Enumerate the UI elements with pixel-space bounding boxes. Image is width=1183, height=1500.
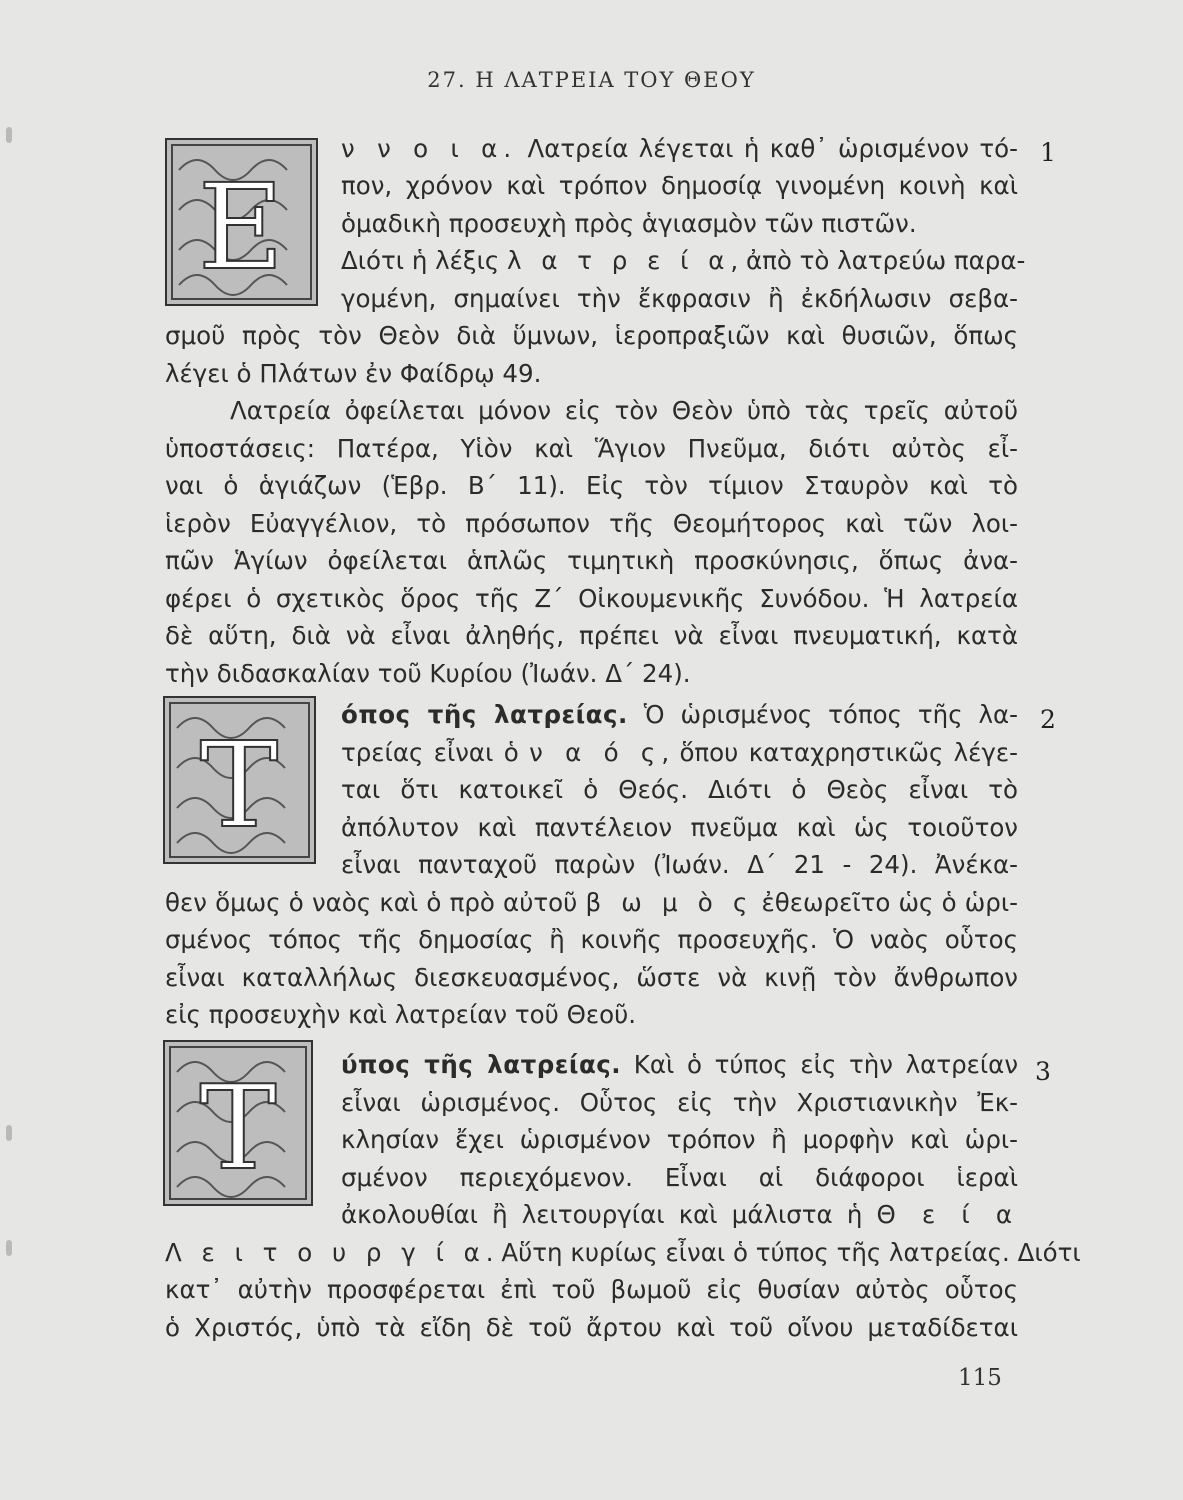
running-head: 27. Η ΛΑΤΡΕΙΑ ΤΟΥ ΘΕΟΥ [427,68,756,92]
text-line: όπος τῆς λατρείας. Ὁ ὡρισμένος τόπος τῆς λα- [341,700,1018,729]
text-line: πῶν Ἁγίων ὀφείλεται ἁπλῶς τιμητικὴ προσκύνησις, ὅπως ἀνα- [165,546,1018,575]
text-line: εἶναι ὡρισμένος. Οὗτος εἰς τὴν Χριστιανικὴν Ἐκ- [341,1088,1018,1117]
decorated-initial [165,138,318,306]
text-line: φέρει ὁ σχετικὸς ὅρος τῆς Ζ΄ Οἰκουμενικῆς Συνόδου. Ἡ λατρεία [165,584,1018,613]
binding-hole [6,1125,12,1141]
text-line: κατ᾽ αὐτὴν προσφέρεται ἐπὶ τοῦ βωμοῦ εἰς θυσίαν αὐτὸς οὗτος [165,1275,1018,1304]
binding-hole [6,127,12,143]
text-line: πον, χρόνον καὶ τρόπον δημοσίᾳ γινομένη κοινὴ καὶ [341,171,1018,200]
svg-text:Τ: Τ [199,1061,277,1196]
text-line: ἀπόλυτον καὶ παντέλειον πνεῦμα καὶ ὡς τοιοῦτον [341,813,1018,842]
section-number: 2 [1040,705,1056,734]
decorated-initial [163,1040,313,1206]
text-line: γομένη, σημαίνει τὴν ἔκφρασιν ἢ ἐκδήλωσιν σεβα- [341,284,1018,313]
text-line: εἶναι πανταχοῦ παρὼν (Ἰωάν. Δ΄ 21 - 24). Ἀνέκα- [341,850,1018,879]
ornament-icon [165,698,314,862]
text-line: τρείας εἶναι ὁ ν α ό ς, ὅπου καταχρηστικῶς λέγε- [341,738,1018,767]
text-line: ται ὅτι κατοικεῖ ὁ Θεός. Διότι ὁ Θεὸς εἶναι τὸ [341,775,1018,804]
text-line: ναι ὁ ἁγιάζων (Ἑβρ. Β΄ 11). Εἰς τὸν τίμιον Σταυρὸν καὶ τὸ [165,471,1018,500]
text-line: Λατρεία ὀφείλεται μόνον εἰς τὸν Θεὸν ὑπὸ τὰς τρεῖς αὐτοῦ [230,396,1018,425]
text-line: ἀκολουθίαι ἢ λειτουργίαι καὶ μάλιστα ἡ Θ ε ί α [341,1200,1018,1229]
ornament-icon [165,1042,311,1204]
text-line: εἶναι καταλλήλως διεσκευασμένος, ὥστε νὰ κινῇ τὸν ἄνθρωπον [165,963,1018,992]
text-line: εἰς προσευχὴν καὶ λατρείαν τοῦ Θεοῦ. [165,1000,637,1029]
section-number: 3 [1035,1057,1051,1086]
ornament-icon [167,140,316,304]
svg-text:Τ: Τ [199,716,279,854]
text-line: σμένον περιεχόμενον. Εἶναι αἱ διάφοροι ἱεραὶ [341,1163,1018,1192]
text-line: ὁμαδικὴ προσευχὴ πρὸς ἁγιασμὸν τῶν πιστῶν. [341,209,917,238]
text-line: Λ ε ι τ ο υ ρ γ ί α. Αὕτη κυρίως εἶναι ὁ τύπος τῆς λατρείας. Διότι [165,1238,1081,1267]
text-line: κλησίαν ἔχει ὡρισμένον τρόπον ἢ μορφὴν καὶ ὡρι- [341,1125,1018,1154]
page-number: 115 [958,1365,1002,1391]
text-line: σμοῦ πρὸς τὸν Θεὸν διὰ ὕμνων, ἱεροπραξιῶν καὶ θυσιῶν, ὅπως [165,321,1018,350]
text-line: ὁ Χριστός, ὑπὸ τὰ εἴδη δὲ τοῦ ἄρτου καὶ τοῦ οἴνου μεταδίδεται [165,1313,1018,1342]
section-number: 1 [1040,138,1056,167]
text-line: ν ν ο ι α. Λατρεία λέγεται ἡ καθ᾽ ὡρισμένον τό- [341,134,1018,163]
text-line: ἱερὸν Εὐαγγέλιον, τὸ πρόσωπον τῆς Θεομήτορος καὶ τῶν λοι- [165,509,1018,538]
text-line: θεν ὅμως ὁ ναὸς καὶ ὁ πρὸ αὐτοῦ β ω μ ὸ ς ἐθεωρεῖτο ὡς ὁ ὡρι- [165,888,1018,917]
binding-hole [6,1240,12,1256]
text-line: λέγει ὁ Πλάτων ἐν Φαίδρῳ 49. [165,359,542,388]
svg-text:Ε: Ε [197,158,285,296]
text-line: ύπος τῆς λατρείας. Καὶ ὁ τύπος εἰς τὴν λατρείαν [341,1050,1018,1079]
decorated-initial [163,696,316,864]
text-line: δὲ αὕτη, διὰ νὰ εἶναι ἀληθής, πρέπει νὰ εἶναι πνευματική, κατὰ [165,621,1018,650]
text-line: τὴν διδασκαλίαν τοῦ Κυρίου (Ἰωάν. Δ΄ 24). [165,659,691,688]
text-line: ὑποστάσεις: Πατέρα, Υἱὸν καὶ Ἅγιον Πνεῦμα, διότι αὐτὸς εἶ- [165,434,1018,463]
text-line: Διότι ἡ λέξις λ α τ ρ ε ί α, ἀπὸ τὸ λατρεύω παρα- [341,246,1026,275]
text-line: σμένος τόπος τῆς δημοσίας ἢ κοινῆς προσευχῆς. Ὁ ναὸς οὗτος [165,925,1018,954]
